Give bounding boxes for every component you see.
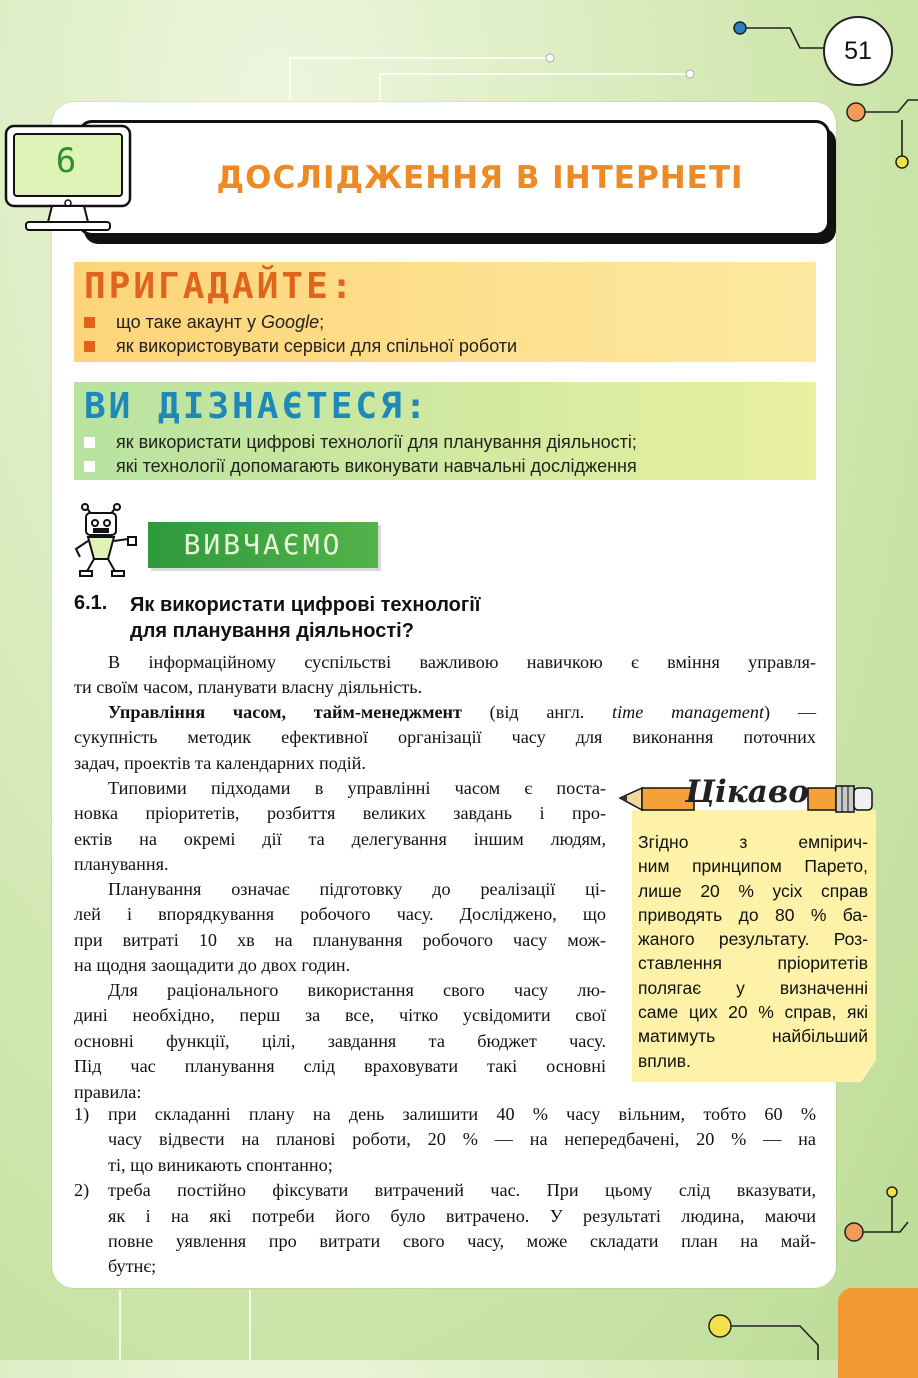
- fact-text: Згідно з емпірич- ним принципом Парето, лише 20 % усіх справ приводять до 80 % ба- жаного результату. Роз- ставлення пріоритетів полягає у визначенні саме цих 20 % справ, які матимуть найбільший вплив.: [638, 832, 868, 1071]
- section-number: 6.1.: [74, 592, 108, 614]
- fact-label: Цікаво: [685, 774, 809, 810]
- page-edge-tab: [838, 1288, 918, 1378]
- recall-list: [84, 310, 517, 358]
- bullet-square-icon: [84, 461, 95, 472]
- page-number: 51: [823, 16, 893, 86]
- study-badge: ВИВЧАЄМО: [148, 522, 378, 568]
- learn-box: [74, 382, 816, 480]
- chapter-number: 6: [55, 141, 77, 181]
- list-item: як використовувати сервіси для спільної роботи: [84, 334, 517, 358]
- paragraph-4: Планування означає підготовку до реалізації ці- лей і впорядкування робочого часу. Досліджено, що при витраті 10 хв на планування робочого часу мож- на щодня заощадити до двох годин.: [74, 879, 606, 976]
- robot-icon: [72, 503, 138, 579]
- paragraph-2: Управління часом, тайм-менеджмент (від англ. time management) — сукупність методик ефективної організації часу для виконання поточних задач, проектів та календарних подій.: [74, 702, 817, 773]
- list-item: 1) при складанні плану на день залишити 40 % часу вільним, тобто 60 % часу відвести на планові роботи, 20 % — на непередбачені, 20 % — на ті, що виникають спонтанно;: [74, 1104, 816, 1175]
- paragraph-3: Типовими підходами в управлінні часом є поста- новка пріоритетів, розбиття великих завдань і про- ектів на окремі дії та делегування іншим людям, планування.: [74, 778, 606, 875]
- bullet-square-icon: [84, 317, 95, 328]
- paragraph-1: В інформаційному суспільстві важливою навичкою є вміння управля- ти своїм часом, планувати власну діяльність.: [74, 652, 816, 698]
- chapter-title: ДОСЛІДЖЕННЯ В ІНТЕРНЕТІ: [216, 160, 744, 196]
- recall-heading: ПРИГАДАЙТЕ:: [84, 266, 356, 307]
- list-item: як використати цифрові технології для планування діяльності;: [84, 430, 637, 454]
- bullet-square-icon: [84, 437, 95, 448]
- list-item: 2) треба постійно фіксувати витрачений час. При цьому слід вказувати, як і на які потреби його було витрачено. У результаті людина, маючи повне уявлення про витрати свого часу, може складати план на май- бутнє;: [74, 1180, 816, 1277]
- list-item: що таке акаунт у Google;: [84, 310, 517, 334]
- list-item: які технології допомагають виконувати навчальні дослідження: [84, 454, 637, 478]
- learn-list: [84, 430, 637, 478]
- bullet-square-icon: [84, 341, 95, 352]
- section-title: Як використати цифрові технології для планування діяльності?: [130, 594, 481, 642]
- paragraph-5: Для раціонального використання свого часу лю- дині необхідно, перш за все, чітко усвідомити свої основні функції, цілі, завдання та бюджет часу. Під час планування слід враховувати такі основні правила:: [74, 980, 606, 1102]
- recall-box: [74, 262, 816, 362]
- rules-list: [74, 1102, 816, 1280]
- learn-heading: ВИ ДІЗНАЄТЕСЯ:: [84, 386, 430, 427]
